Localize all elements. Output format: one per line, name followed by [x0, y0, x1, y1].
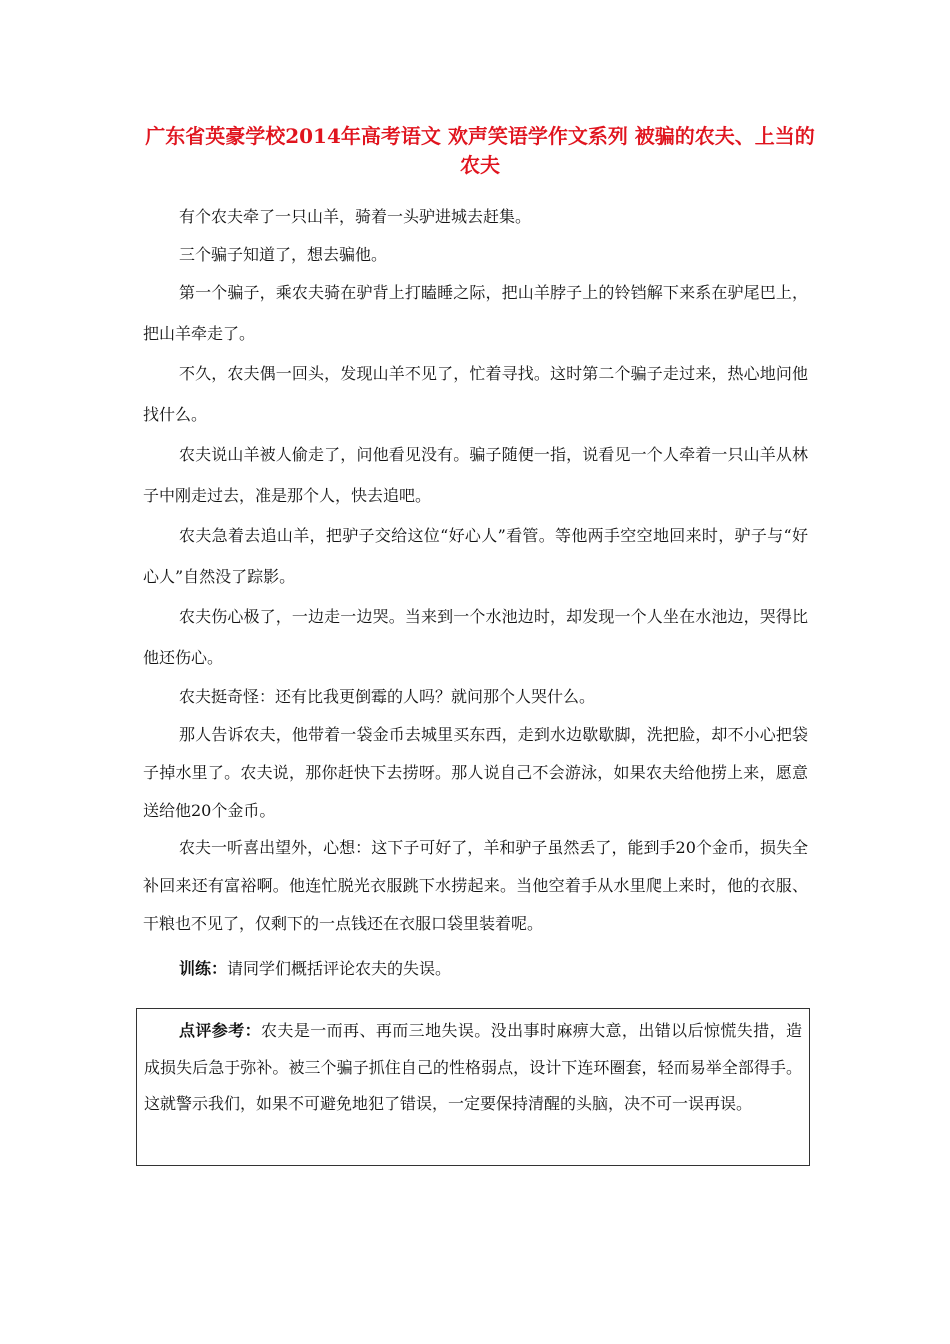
training-label: 训练：: [179, 959, 228, 978]
story-paragraph-8: 农夫挺奇怪：还有比我更倒霉的人吗？就问那个人哭什么。: [179, 687, 596, 707]
story-paragraph-2: 三个骗子知道了，想去骗他。: [179, 244, 388, 264]
review-box: [136, 1008, 810, 1166]
review-paragraph: [144, 1013, 802, 1123]
review-text: 农夫是一而再、再而三地失误。没出事时麻痹大意，出错以后惊慌失措，造成损失后急于弥补。被三个骗子抓住自己的性格弱点，设计下连环圈套，轻而易举全部得手。这就警示我们，如果不可避免地犯了错误，一定要保持清醒的头脑，决不可一误再误。: [144, 1021, 802, 1113]
document-title: 广东省英豪学校2014年高考语文 欢声笑语学作文系列 被骗的农夫、上当的农夫: [145, 124, 815, 177]
story-paragraph-7: 农夫伤心极了，一边走一边哭。当来到一个水池边时，却发现一个人坐在水池边，哭得比他还伤心。: [143, 607, 808, 667]
story-paragraph-4: 不久，农夫偶一回头，发现山羊不见了，忙着寻找。这时第二个骗子走过来，热心地问他找什么。: [143, 364, 808, 424]
story-body: [143, 198, 808, 942]
story-paragraph-3: 第一个骗子，乘农夫骑在驴背上打瞌睡之际，把山羊脖子上的铃铛解下来系在驴尾巴上，把山羊牵走了。: [143, 283, 808, 343]
story-paragraph-6: 农夫急着去追山羊，把驴子交给这位“好心人”看管。等他两手空空地回来时，驴子与“好心人”自然没了踪影。: [143, 526, 808, 586]
training-prompt: [143, 954, 808, 984]
story-paragraph-9: 那人告诉农夫，他带着一袋金币去城里买东西，走到水边歇歇脚，洗把脸，却不小心把袋子掉水里了。农夫说，那你赶快下去捞呀。那人说自己不会游泳，如果农夫给他捞上来，愿意送给他20个金币。: [143, 725, 808, 820]
review-label: 点评参考：: [179, 1021, 262, 1040]
training-text: 请同学们概括评论农夫的失误。: [227, 959, 452, 978]
story-paragraph-10: 农夫一听喜出望外，心想：这下子可好了，羊和驴子虽然丢了，能到手20个金币，损失全补回来还有富裕啊。他连忙脱光衣服跳下水捞起来。当他空着手从水里爬上来时，他的衣服、干粮也不见了，仅剩下的一点钱还在衣服口袋里装着呢。: [143, 838, 808, 933]
story-paragraph-1: 有个农夫牵了一只山羊，骑着一头驴进城去赶集。: [179, 207, 532, 226]
story-paragraph-5: 农夫说山羊被人偷走了，问他看见没有。骗子随便一指，说看见一个人牵着一只山羊从林子中刚走过去，准是那个人，快去追吧。: [143, 445, 808, 505]
